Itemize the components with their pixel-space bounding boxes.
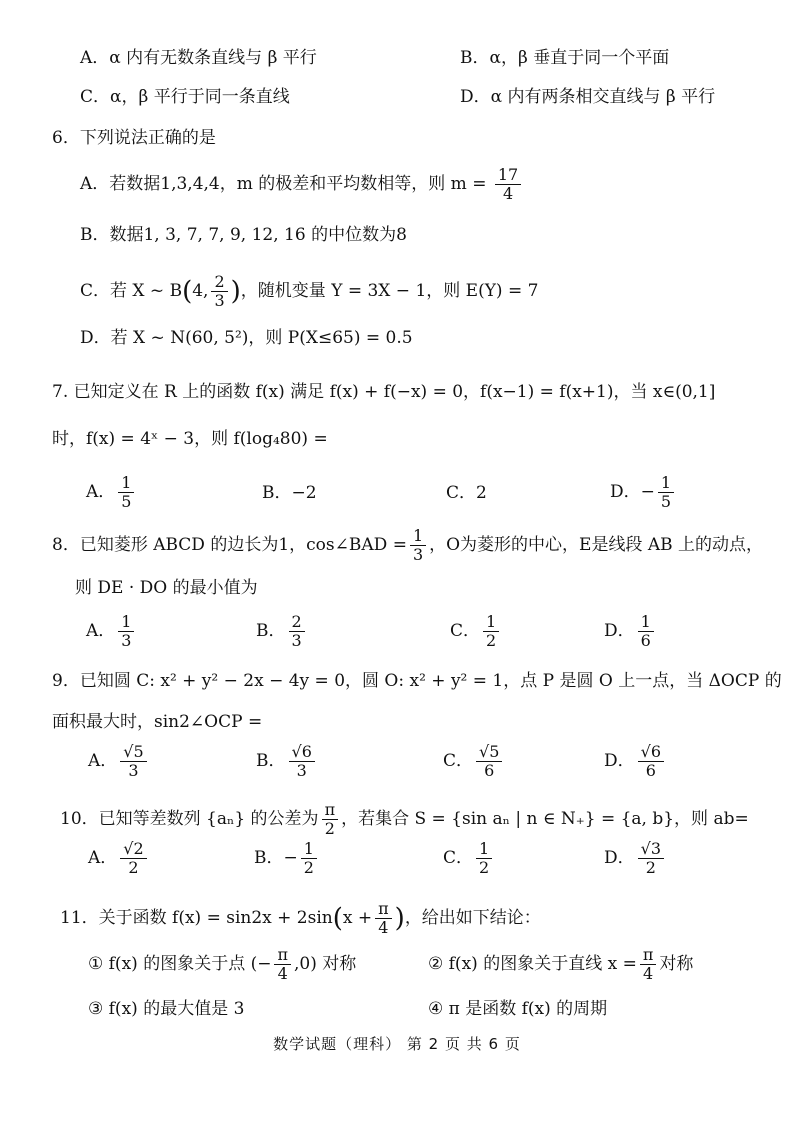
denominator: 2 <box>645 858 656 877</box>
fraction <box>301 840 317 877</box>
radicand: 6 <box>650 742 662 761</box>
numerator: 1 <box>638 613 654 632</box>
q9-option-b <box>256 743 318 780</box>
q7-option-c: C．2 <box>446 483 487 503</box>
q10-option-c <box>443 840 495 877</box>
q8-option-c <box>450 613 502 650</box>
numerator <box>638 743 664 762</box>
q8-option-a <box>86 613 137 650</box>
q8-stem-line2: 则 DE · DO 的最小值为 <box>75 578 258 598</box>
fraction <box>322 801 339 838</box>
sqrt-sign: √ <box>123 742 134 761</box>
q9-stem-line1: 9．已知圆 C: x² + y² − 2x − 4y = 0，圆 O: x² + y² = 1，点 P 是圆 O 上一点，当 ΔOCP 的 <box>52 671 782 691</box>
fraction <box>274 946 291 983</box>
option-label: A． <box>86 621 116 641</box>
numerator: π <box>375 900 392 919</box>
fraction <box>638 840 664 877</box>
numerator: 1 <box>118 474 134 493</box>
q11-stem-part1: 11．关于函数 f(x) = sin2x + 2sin <box>60 908 333 928</box>
q11-conclusion-2 <box>428 946 693 983</box>
q10-stem <box>60 801 749 838</box>
fraction <box>120 840 146 877</box>
radicand: 5 <box>489 742 500 761</box>
denominator: 2 <box>128 858 139 877</box>
numerator: π <box>274 946 291 965</box>
numerator: π <box>322 801 339 820</box>
sqrt-sign: √ <box>123 839 134 858</box>
q6-c-pre: C．若 X ~ B <box>80 281 183 301</box>
q10-option-d <box>604 840 667 877</box>
option-label: A． <box>88 848 118 868</box>
denominator: 6 <box>484 761 495 780</box>
option-label: C． <box>443 751 474 771</box>
fraction <box>483 613 499 650</box>
numerator: π <box>640 946 657 965</box>
radicand: 6 <box>301 742 312 761</box>
denominator: 3 <box>296 761 307 780</box>
fraction <box>476 743 502 780</box>
numerator <box>638 840 664 859</box>
q10-option-a <box>88 840 150 877</box>
fraction <box>120 743 146 780</box>
denominator: 3 <box>291 631 302 650</box>
q10-stem-part1: 10．已知等差数列 {aₙ} 的公差为 <box>60 809 319 829</box>
q7-stem-line2: 时，f(x) = 4ˣ − 3，则 f(log₄80) = <box>52 429 328 449</box>
q11-stem-part2: ，给出如下结论： <box>404 908 541 928</box>
denominator: 3 <box>412 545 424 564</box>
denominator: 4 <box>378 918 389 937</box>
q11-conclusion-3: ③ f(x) 的最大值是 3 <box>88 999 245 1019</box>
fraction <box>638 613 654 650</box>
option-label: D． <box>604 848 635 868</box>
numerator: 1 <box>301 840 317 859</box>
denominator: 5 <box>660 492 672 511</box>
sqrt-sign: √ <box>640 839 651 858</box>
q8-option-d <box>604 613 657 650</box>
denominator: 6 <box>640 631 651 650</box>
q5-option-d: D．α 内有两条相交直线与 β 平行 <box>460 87 716 107</box>
q7-option-a <box>86 474 137 511</box>
option-label: C． <box>450 621 481 641</box>
q9-option-d <box>604 743 667 780</box>
q5-option-b: B．α，β 垂直于同一个平面 <box>460 48 670 68</box>
option-label: D． <box>604 751 635 771</box>
option-label: B． <box>256 621 286 641</box>
fraction <box>375 900 392 937</box>
q10-stem-part2: ，若集合 S = {sin aₙ | n ∈ N₊} = {a, b}，则 ab= <box>341 809 749 829</box>
conclusion-2-part2: 对称 <box>659 954 694 974</box>
q6-c-fraction <box>211 273 227 310</box>
denominator: 5 <box>121 492 132 511</box>
q8-option-b <box>256 613 308 650</box>
radicand: 3 <box>650 839 662 858</box>
fraction <box>476 840 492 877</box>
q6-a-text: A．若数据1,3,4,4，m 的极差和平均数相等，则 m = <box>80 174 487 194</box>
denominator: 4 <box>277 964 288 983</box>
radicand: 5 <box>133 742 144 761</box>
q6-option-c: C．若 X ~ B(4, $\frac{2}{3}$ )，随机变量 Y = 3X − 1，则 E(Y) = 7 <box>80 272 539 310</box>
q7-option-d <box>610 474 677 511</box>
sqrt-sign: √ <box>291 742 302 761</box>
q8-stem-part1: 8．已知菱形 ABCD 的边长为1，cos∠BAD = <box>52 535 407 555</box>
fraction <box>410 527 426 564</box>
q6-a-fraction <box>495 166 521 203</box>
numerator: 17 <box>495 166 521 185</box>
numerator: 1 <box>658 474 674 493</box>
q6-option-d: D．若 X ~ N(60, 5²)，则 P(X≤65) = 0.5 <box>80 328 413 348</box>
option-label: D． <box>604 621 635 641</box>
q7-stem-line1: 7. 已知定义在 R 上的函数 f(x) 满足 f(x) + f(−x) = 0，f(x−1) = f(x+1)，当 x∈(0,1] <box>52 382 716 402</box>
fraction <box>289 743 315 780</box>
q5-option-a: A．α 内有无数条直线与 β 平行 <box>80 48 317 68</box>
q11-conclusion-4: ④ π 是函数 f(x) 的周期 <box>428 999 608 1019</box>
denominator: 2 <box>303 858 314 877</box>
fraction <box>640 946 657 983</box>
radicand: 2 <box>133 839 144 858</box>
q11-stem-inner: x + <box>342 908 373 928</box>
fraction <box>638 743 664 780</box>
q8-stem-line1 <box>52 527 763 564</box>
q6-stem: 6．下列说法正确的是 <box>52 128 216 148</box>
conclusion-2-part1: ② f(x) 的图象关于直线 x = <box>428 954 637 974</box>
numerator: 2 <box>211 273 227 292</box>
numerator: 1 <box>118 613 134 632</box>
option-label: A． <box>86 482 116 502</box>
q6-option-a <box>80 166 524 203</box>
option-label: B． <box>256 751 286 771</box>
denominator: 6 <box>645 761 656 780</box>
option-label: A． <box>88 751 118 771</box>
denominator: 2 <box>324 819 335 838</box>
denominator: 2 <box>486 631 497 650</box>
denominator: 4 <box>643 964 654 983</box>
fraction <box>118 613 134 650</box>
q10-option-b <box>254 840 320 877</box>
q9-stem-line2: 面积最大时，sin2∠OCP = <box>52 712 263 732</box>
fraction <box>289 613 305 650</box>
numerator <box>289 743 315 762</box>
q6-option-b: B．数据1, 3, 7, 7, 9, 12, 16 的中位数为8 <box>80 225 407 245</box>
numerator: 2 <box>289 613 305 632</box>
q9-option-a <box>88 743 150 780</box>
minus-sign: − <box>640 482 655 502</box>
q11-conclusion-1 <box>88 946 356 983</box>
denominator: 2 <box>479 858 490 877</box>
sqrt-sign: √ <box>640 742 651 761</box>
option-label: B． <box>254 848 284 868</box>
q7-option-b: B．−2 <box>262 483 317 503</box>
conclusion-1-part2: ,0) 对称 <box>294 954 357 974</box>
page-footer: 数学试题（理科） 第 2 页 共 6 页 <box>273 1035 521 1053</box>
denominator: 3 <box>214 291 225 310</box>
denominator: 3 <box>121 631 132 650</box>
numerator: 1 <box>476 840 492 859</box>
numerator <box>476 743 502 762</box>
numerator: 1 <box>483 613 499 632</box>
minus-sign: − <box>283 848 298 868</box>
q11-stem: 11．关于函数 f(x) = sin2x + 2sin(x + $\frac{\pi}{4}$ )，给出如下结论： <box>60 899 541 937</box>
option-label: C． <box>443 848 474 868</box>
denominator: 4 <box>502 184 514 203</box>
sqrt-sign: √ <box>479 742 490 761</box>
numerator <box>120 840 146 859</box>
q8-stem-part2: ，O为菱形的中心，E是线段 AB 上的动点， <box>429 535 764 555</box>
q6-c-post: ，随机变量 Y = 3X − 1，则 E(Y) = 7 <box>240 281 539 301</box>
numerator <box>120 743 146 762</box>
fraction <box>118 474 134 511</box>
q5-option-c: C．α，β 平行于同一条直线 <box>80 87 290 107</box>
denominator: 3 <box>128 761 139 780</box>
option-label: D． <box>610 482 641 502</box>
q9-option-c <box>443 743 505 780</box>
numerator: 1 <box>410 527 426 546</box>
fraction <box>658 474 674 511</box>
conclusion-1-part1: ① f(x) 的图象关于点 (− <box>88 954 272 974</box>
